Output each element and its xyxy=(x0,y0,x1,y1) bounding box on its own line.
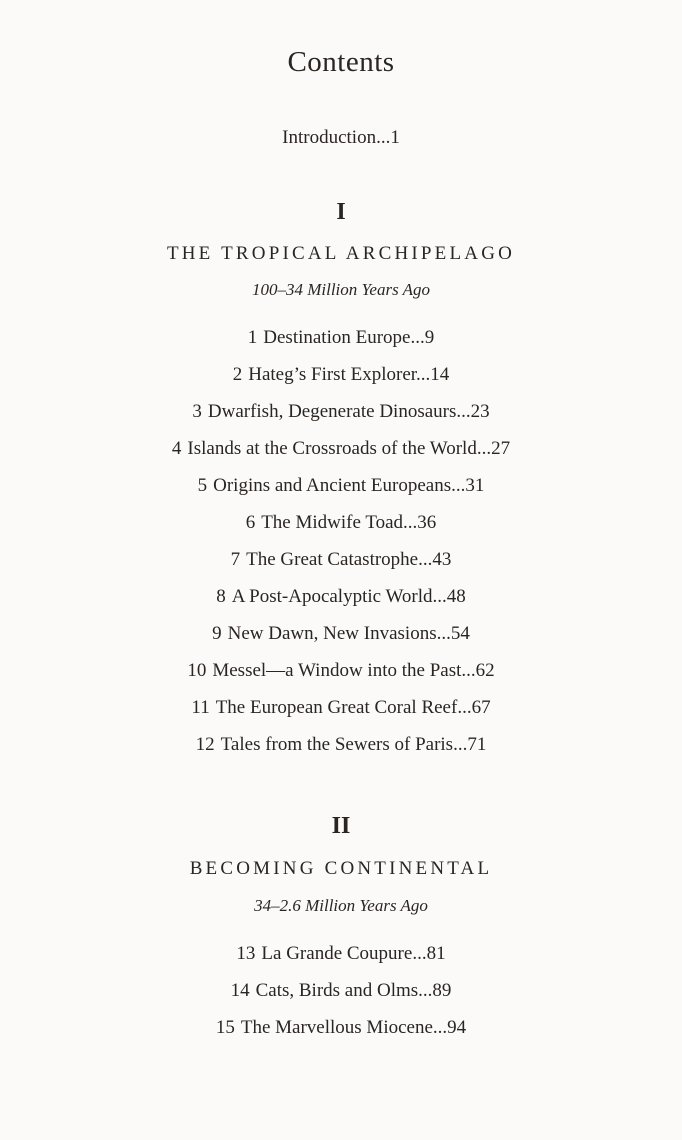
chapter-title: New Dawn, New Invasions xyxy=(227,623,437,644)
chapter-page: 9 xyxy=(424,327,435,348)
chapter-title: A Post-Apocalyptic World xyxy=(231,586,433,607)
toc-entry[interactable] xyxy=(0,324,682,352)
chapter-title: Destination Europe xyxy=(263,327,411,348)
chapter-title: Cats, Birds and Olms xyxy=(255,980,419,1001)
chapter-page: 36 xyxy=(417,512,437,533)
toc-entry[interactable] xyxy=(0,546,682,574)
chapter-number: 4 xyxy=(171,438,182,459)
chapter-title: Hateg’s First Explorer xyxy=(248,364,417,385)
chapter-number: 2 xyxy=(232,364,243,385)
chapter-title: The Midwife Toad xyxy=(261,512,404,533)
chapter-page: 43 xyxy=(432,549,452,570)
toc-entry[interactable] xyxy=(0,1014,682,1042)
part-title: BECOMING CONTINENTAL xyxy=(189,858,493,879)
toc-introduction[interactable] xyxy=(0,124,682,152)
toc-entry[interactable] xyxy=(0,398,682,426)
leader-dots: ... xyxy=(418,549,433,570)
chapter-number: 5 xyxy=(197,475,208,496)
chapter-page: 62 xyxy=(475,660,495,681)
toc-entry[interactable] xyxy=(0,509,682,537)
chapter-page: 54 xyxy=(450,623,470,644)
chapter-title: La Grande Coupure xyxy=(261,943,413,964)
chapter-title: The Great Catastrophe xyxy=(246,549,419,570)
chapter-title: Islands at the Crossroads of the World xyxy=(187,438,477,459)
chapter-number: 13 xyxy=(236,943,256,964)
chapter-page: 67 xyxy=(471,697,491,718)
toc-entry[interactable] xyxy=(0,361,682,389)
toc-entry[interactable] xyxy=(0,583,682,611)
part-numeral: II xyxy=(331,813,351,839)
chapter-page: 81 xyxy=(426,943,446,964)
chapter-number: 10 xyxy=(187,660,207,681)
leader-dots: ... xyxy=(457,697,472,718)
toc-entry[interactable] xyxy=(0,435,682,463)
toc-entry[interactable] xyxy=(0,694,682,722)
page-title: Contents xyxy=(287,46,395,78)
leader-dots: ... xyxy=(403,512,418,533)
toc-entry[interactable] xyxy=(0,731,682,759)
chapter-title: Tales from the Sewers of Paris xyxy=(220,734,454,755)
part-subtitle: 100–34 Million Years Ago xyxy=(251,280,431,299)
chapter-number: 9 xyxy=(212,623,222,644)
leader-dots: ... xyxy=(410,327,425,348)
leader-dots: ... xyxy=(436,623,451,644)
chapter-number: 11 xyxy=(191,697,210,718)
chapter-page: 14 xyxy=(430,364,450,385)
leader-dots: ... xyxy=(418,980,433,1001)
chapter-title: Messel—a Window into the Past xyxy=(212,660,462,681)
chapter-number: 14 xyxy=(230,980,250,1001)
chapter-number: 15 xyxy=(215,1017,235,1038)
leader-dots: ... xyxy=(461,660,476,681)
chapter-page: 23 xyxy=(470,401,490,422)
toc-entry[interactable] xyxy=(0,620,682,648)
toc-entry[interactable] xyxy=(0,657,682,685)
chapter-title: The European Great Coral Reef xyxy=(215,697,458,718)
toc-entry[interactable] xyxy=(0,940,682,968)
chapter-number: 6 xyxy=(245,512,256,533)
chapter-page: 27 xyxy=(491,438,511,459)
part-subtitle: 34–2.6 Million Years Ago xyxy=(254,896,428,915)
leader-dots: ... xyxy=(476,438,492,459)
leader-dots: ... xyxy=(416,364,431,385)
chapter-page: 31 xyxy=(465,475,485,496)
chapter-number: 1 xyxy=(247,327,258,348)
chapter-title: Dwarfish, Degenerate Dinosaurs xyxy=(207,401,457,422)
toc-entry[interactable] xyxy=(0,472,682,500)
introduction-label: Introduction xyxy=(282,127,377,148)
chapter-number: 3 xyxy=(192,401,202,422)
chapter-page: 94 xyxy=(447,1017,467,1038)
chapter-title: Origins and Ancient Europeans xyxy=(213,475,452,496)
leader-dots: ... xyxy=(451,475,466,496)
introduction-page: 1 xyxy=(390,127,400,148)
leader-dots: ... xyxy=(412,943,427,964)
leader-dots: ... xyxy=(432,586,447,607)
leader-dots: ... xyxy=(456,401,471,422)
leader-dots: ... xyxy=(453,734,468,755)
chapter-number: 7 xyxy=(230,549,241,570)
chapter-number: 8 xyxy=(216,586,226,607)
chapter-number: 12 xyxy=(195,734,215,755)
leader-dots: ... xyxy=(376,127,391,148)
part-title: THE TROPICAL ARCHIPELAGO xyxy=(166,243,516,264)
chapter-page: 48 xyxy=(446,586,466,607)
chapter-page: 71 xyxy=(467,734,487,755)
toc-entry[interactable] xyxy=(0,977,682,1005)
chapter-page: 89 xyxy=(432,980,452,1001)
leader-dots: ... xyxy=(432,1017,448,1038)
part-numeral: I xyxy=(336,199,346,225)
chapter-title: The Marvellous Miocene xyxy=(240,1017,433,1038)
